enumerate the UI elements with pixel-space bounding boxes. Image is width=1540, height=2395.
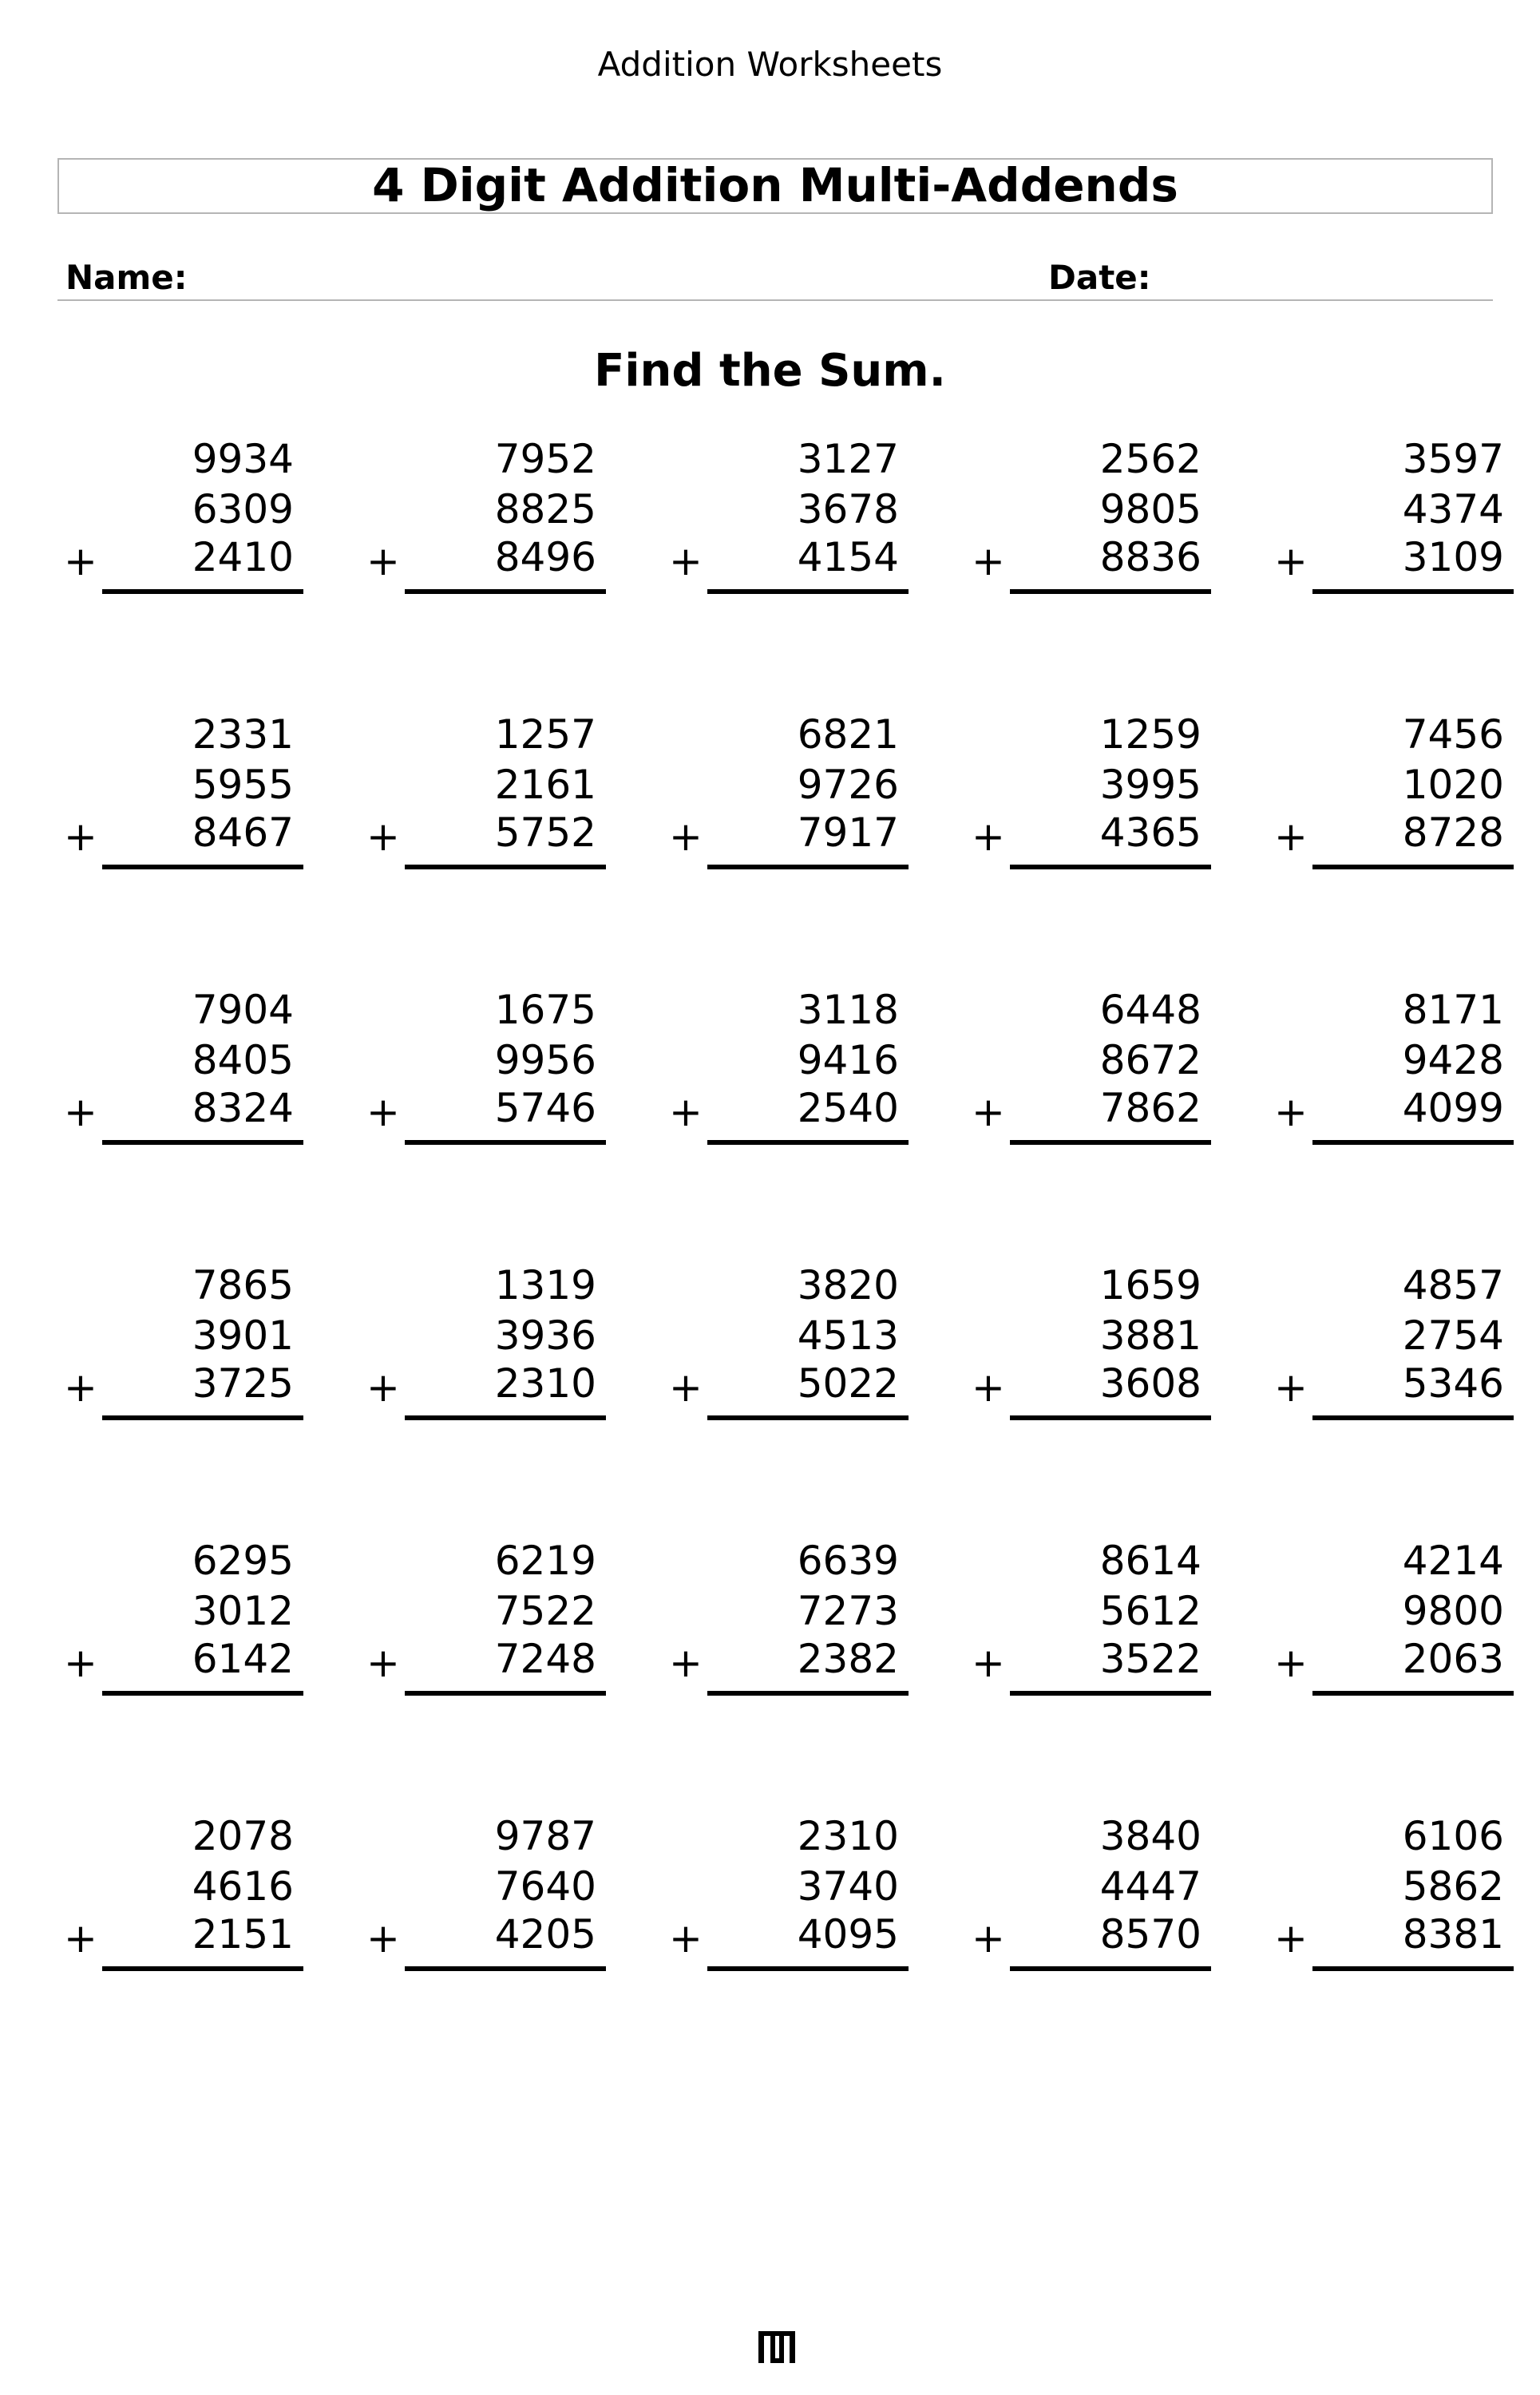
problem-10: [1274, 711, 1514, 870]
plus-sign: +: [669, 1640, 703, 1686]
name-label: Name:: [65, 258, 188, 297]
addend-1: 1659: [1099, 1262, 1202, 1308]
answer-line: [405, 1966, 606, 1971]
answer-line: [707, 865, 909, 869]
addend-1: 6821: [797, 711, 899, 758]
addend-3: 8728: [1402, 810, 1504, 856]
answer-line: [707, 589, 909, 594]
answer-line: [1312, 865, 1514, 869]
problem-16: [64, 1261, 303, 1421]
problem-15: [1274, 986, 1514, 1146]
answer-line: [1312, 1966, 1514, 1971]
addend-3: 3522: [1099, 1636, 1202, 1682]
problem-30: [1274, 1812, 1514, 1972]
addend-1: 3118: [797, 987, 899, 1033]
addend-1: 4214: [1402, 1538, 1504, 1584]
answer-line: [102, 1415, 303, 1420]
answer-line: [1312, 589, 1514, 594]
addend-3: 8496: [494, 534, 596, 580]
answer-line: [405, 865, 606, 869]
problem-14: [972, 986, 1211, 1146]
problem-3: [669, 435, 909, 595]
addend-1: 7865: [192, 1262, 294, 1308]
problem-21: [64, 1537, 303, 1696]
problem-7: [366, 711, 606, 870]
problem-4: [972, 435, 1211, 595]
answer-line: [1010, 1415, 1211, 1420]
plus-sign: +: [669, 538, 703, 584]
plus-sign: +: [1274, 538, 1308, 584]
plus-sign: +: [64, 1089, 97, 1135]
problem-11: [64, 986, 303, 1146]
addend-2: 9805: [1099, 486, 1202, 532]
addend-1: 3840: [1099, 1813, 1202, 1859]
addend-3: 2151: [192, 1911, 294, 1958]
addend-2: 3901: [192, 1312, 294, 1359]
addend-3: 2310: [494, 1360, 596, 1407]
problem-8: [669, 711, 909, 870]
addend-3: 7917: [797, 810, 899, 856]
addend-2: 3678: [797, 486, 899, 532]
name-date-divider: [57, 299, 1493, 301]
addend-2: 8825: [494, 486, 596, 532]
addend-1: 7952: [494, 436, 596, 482]
instructions: Find the Sum.: [594, 345, 946, 397]
worksheet-logo-icon: [758, 2330, 796, 2365]
addend-2: 7522: [494, 1588, 596, 1634]
answer-line: [102, 1140, 303, 1145]
answer-line: [102, 1691, 303, 1696]
addend-2: 3012: [192, 1588, 294, 1634]
answer-line: [1312, 1140, 1514, 1145]
addend-1: 3597: [1402, 436, 1504, 482]
addend-3: 7248: [494, 1636, 596, 1682]
addend-3: 2410: [192, 534, 294, 580]
answer-line: [707, 1966, 909, 1971]
addend-2: 5612: [1099, 1588, 1202, 1634]
plus-sign: +: [64, 1915, 97, 1962]
addend-3: 8570: [1099, 1911, 1202, 1958]
addend-2: 8405: [192, 1037, 294, 1083]
plus-sign: +: [1274, 814, 1308, 860]
plus-sign: +: [366, 1364, 400, 1411]
addend-1: 6219: [494, 1538, 596, 1584]
addend-3: 7862: [1099, 1085, 1202, 1131]
addend-2: 9800: [1402, 1588, 1504, 1634]
plus-sign: +: [669, 814, 703, 860]
problem-27: [366, 1812, 606, 1972]
answer-line: [405, 589, 606, 594]
addend-1: 8171: [1402, 987, 1504, 1033]
site-title: Addition Worksheets: [597, 45, 943, 84]
addend-3: 4205: [494, 1911, 596, 1958]
addend-3: 5022: [797, 1360, 899, 1407]
addend-2: 9726: [797, 762, 899, 808]
date-label: Date:: [1048, 258, 1151, 297]
addend-1: 6639: [797, 1538, 899, 1584]
problem-25: [1274, 1537, 1514, 1696]
plus-sign: +: [366, 814, 400, 860]
plus-sign: +: [64, 814, 97, 860]
addend-2: 2161: [494, 762, 596, 808]
plus-sign: +: [669, 1089, 703, 1135]
addend-3: 3109: [1402, 534, 1504, 580]
problem-5: [1274, 435, 1514, 595]
answer-line: [102, 865, 303, 869]
problem-grid: [64, 435, 1504, 2088]
plus-sign: +: [366, 1915, 400, 1962]
plus-sign: +: [64, 1364, 97, 1411]
addend-2: 7640: [494, 1863, 596, 1910]
addend-1: 6106: [1402, 1813, 1504, 1859]
answer-line: [405, 1140, 606, 1145]
addend-2: 3936: [494, 1312, 596, 1359]
plus-sign: +: [366, 1640, 400, 1686]
addend-1: 2331: [192, 711, 294, 758]
answer-line: [405, 1415, 606, 1420]
addend-3: 4365: [1099, 810, 1202, 856]
plus-sign: +: [366, 1089, 400, 1135]
addend-2: 7273: [797, 1588, 899, 1634]
addend-3: 8381: [1402, 1911, 1504, 1958]
problem-28: [669, 1812, 909, 1972]
addend-3: 3608: [1099, 1360, 1202, 1407]
problem-23: [669, 1537, 909, 1696]
addend-2: 3995: [1099, 762, 1202, 808]
problem-9: [972, 711, 1211, 870]
addend-1: 1675: [494, 987, 596, 1033]
addend-1: 8614: [1099, 1538, 1202, 1584]
plus-sign: +: [972, 1364, 1005, 1411]
addend-2: 6309: [192, 486, 294, 532]
plus-sign: +: [1274, 1089, 1308, 1135]
plus-sign: +: [64, 1640, 97, 1686]
addend-2: 9416: [797, 1037, 899, 1083]
addend-2: 4374: [1402, 486, 1504, 532]
answer-line: [102, 1966, 303, 1971]
addend-2: 1020: [1402, 762, 1504, 808]
addend-1: 9787: [494, 1813, 596, 1859]
plus-sign: +: [366, 538, 400, 584]
problem-18: [669, 1261, 909, 1421]
addend-2: 4447: [1099, 1863, 1202, 1910]
addend-2: 9428: [1402, 1037, 1504, 1083]
answer-line: [707, 1140, 909, 1145]
problem-26: [64, 1812, 303, 1972]
plus-sign: +: [972, 1640, 1005, 1686]
addend-1: 4857: [1402, 1262, 1504, 1308]
answer-line: [1010, 1691, 1211, 1696]
problem-22: [366, 1537, 606, 1696]
plus-sign: +: [669, 1915, 703, 1962]
addend-3: 5346: [1402, 1360, 1504, 1407]
addend-3: 5746: [494, 1085, 596, 1131]
plus-sign: +: [972, 1089, 1005, 1135]
addend-1: 2562: [1099, 436, 1202, 482]
problem-12: [366, 986, 606, 1146]
problem-20: [1274, 1261, 1514, 1421]
problem-13: [669, 986, 909, 1146]
addend-1: 3820: [797, 1262, 899, 1308]
addend-2: 8672: [1099, 1037, 1202, 1083]
answer-line: [1010, 1966, 1211, 1971]
answer-line: [405, 1691, 606, 1696]
addend-1: 6448: [1099, 987, 1202, 1033]
addend-3: 8836: [1099, 534, 1202, 580]
plus-sign: +: [1274, 1364, 1308, 1411]
addend-2: 4616: [192, 1863, 294, 1910]
plus-sign: +: [972, 538, 1005, 584]
addend-2: 3881: [1099, 1312, 1202, 1359]
answer-line: [102, 589, 303, 594]
problem-24: [972, 1537, 1211, 1696]
problem-2: [366, 435, 606, 595]
plus-sign: +: [669, 1364, 703, 1411]
answer-line: [707, 1415, 909, 1420]
plus-sign: +: [1274, 1640, 1308, 1686]
addend-3: 5752: [494, 810, 596, 856]
addend-3: 2063: [1402, 1636, 1504, 1682]
addend-1: 1319: [494, 1262, 596, 1308]
answer-line: [1312, 1691, 1514, 1696]
answer-line: [707, 1691, 909, 1696]
addend-3: 4095: [797, 1911, 899, 1958]
addend-3: 6142: [192, 1636, 294, 1682]
addend-1: 2078: [192, 1813, 294, 1859]
addend-2: 2754: [1402, 1312, 1504, 1359]
addend-3: 4154: [797, 534, 899, 580]
addend-1: 3127: [797, 436, 899, 482]
addend-2: 9956: [494, 1037, 596, 1083]
addend-2: 5955: [192, 762, 294, 808]
answer-line: [1010, 865, 1211, 869]
plus-sign: +: [972, 1915, 1005, 1962]
problem-6: [64, 711, 303, 870]
addend-1: 9934: [192, 436, 294, 482]
addend-2: 3740: [797, 1863, 899, 1910]
answer-line: [1010, 589, 1211, 594]
plus-sign: +: [1274, 1915, 1308, 1962]
plus-sign: +: [64, 538, 97, 584]
addend-2: 5862: [1402, 1863, 1504, 1910]
addend-3: 8324: [192, 1085, 294, 1131]
problem-1: [64, 435, 303, 595]
addend-1: 7904: [192, 987, 294, 1033]
addend-3: 2540: [797, 1085, 899, 1131]
addend-3: 2382: [797, 1636, 899, 1682]
answer-line: [1312, 1415, 1514, 1420]
addend-1: 7456: [1402, 711, 1504, 758]
worksheet-title: 4 Digit Addition Multi-Addends: [57, 158, 1493, 214]
problem-29: [972, 1812, 1211, 1972]
plus-sign: +: [972, 814, 1005, 860]
addend-1: 1257: [494, 711, 596, 758]
problem-17: [366, 1261, 606, 1421]
addend-1: 1259: [1099, 711, 1202, 758]
addend-3: 4099: [1402, 1085, 1504, 1131]
addend-1: 6295: [192, 1538, 294, 1584]
addend-2: 4513: [797, 1312, 899, 1359]
addend-3: 3725: [192, 1360, 294, 1407]
problem-19: [972, 1261, 1211, 1421]
addend-1: 2310: [797, 1813, 899, 1859]
addend-3: 8467: [192, 810, 294, 856]
answer-line: [1010, 1140, 1211, 1145]
